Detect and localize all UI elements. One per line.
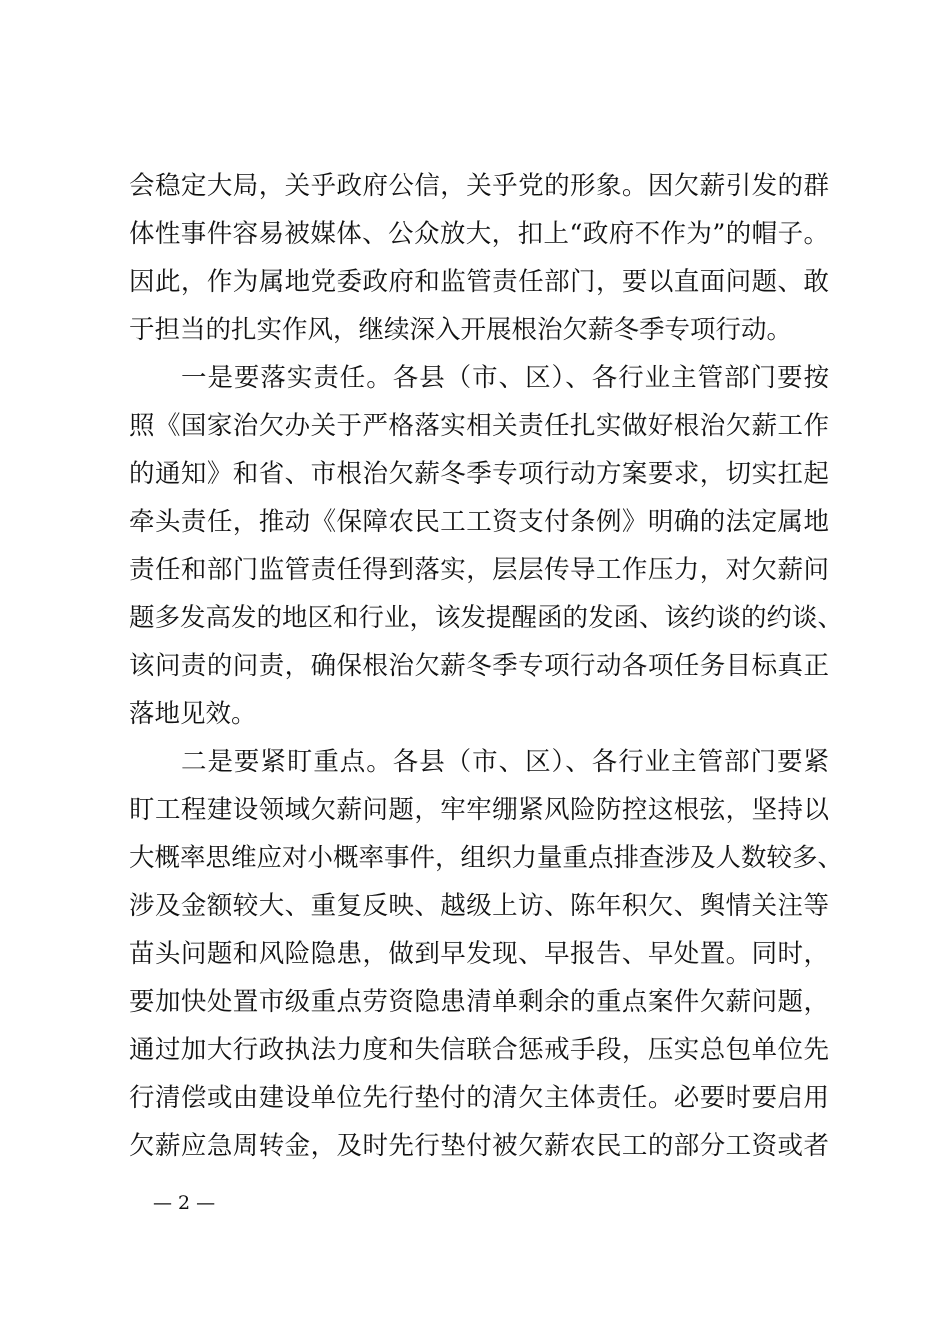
text-line: 苗头问题和风险隐患，做到早发现、早报告、早处置。同时， xyxy=(129,939,829,969)
text-line: 通过加大行政执法力度和失信联合惩戒手段，压实总包单位先 xyxy=(129,1035,829,1065)
text-line: 盯工程建设领域欠薪问题，牢牢绷紧风险防控这根弦，坚持以 xyxy=(129,795,829,825)
text-line: 二是要紧盯重点。各县（市、区）、各行业主管部门要紧 xyxy=(181,747,829,777)
text-line: 行清偿或由建设单位先行垫付的清欠主体责任。必要时要启用 xyxy=(129,1083,829,1113)
paragraph-1 xyxy=(129,170,829,362)
text-line: 要加快处置市级重点劳资隐患清单剩余的重点案件欠薪问题， xyxy=(129,987,829,1017)
paragraph-2 xyxy=(129,362,844,746)
text-line: 因此，作为属地党委政府和监管责任部门，要以直面问题、敢 xyxy=(129,267,829,297)
text-line: 欠薪应急周转金，及时先行垫付被欠薪农民工的部分工资或者 xyxy=(129,1131,829,1161)
text-line: 该问责的问责，确保根治欠薪冬季专项行动各项任务目标真正 xyxy=(129,651,829,681)
document-body xyxy=(129,170,844,1178)
text-line: 涉及金额较大、重复反映、越级上访、陈年积欠、舆情关注等 xyxy=(129,891,829,921)
text-line: 大概率思维应对小概率事件，组织力量重点排查涉及人数较多、 xyxy=(129,843,844,873)
paragraph-3 xyxy=(129,746,844,1178)
page-number: — 2 — xyxy=(153,1192,216,1214)
text-line: 牵头责任，推动《保障农民工工资支付条例》明确的法定属地 xyxy=(129,507,829,537)
text-line: 一是要落实责任。各县（市、区）、各行业主管部门要按 xyxy=(181,363,829,393)
text-line: 照《国家治欠办关于严格落实相关责任扎实做好根治欠薪工作 xyxy=(129,411,829,441)
text-line: 的通知》和省、市根治欠薪冬季专项行动方案要求，切实扛起 xyxy=(129,459,829,489)
text-line: 题多发高发的地区和行业，该发提醒函的发函、该约谈的约谈、 xyxy=(129,603,844,633)
text-line: 责任和部门监管责任得到落实，层层传导工作压力，对欠薪问 xyxy=(129,555,829,585)
text-line: 于担当的扎实作风，继续深入开展根治欠薪冬季专项行动。 xyxy=(129,315,793,345)
text-line: 落地见效。 xyxy=(129,699,257,729)
text-line: 会稳定大局，关乎政府公信，关乎党的形象。因欠薪引发的群 xyxy=(129,171,829,201)
text-line: 体性事件容易被媒体、公众放大，扣上“政府不作为”的帽子。 xyxy=(129,219,829,249)
